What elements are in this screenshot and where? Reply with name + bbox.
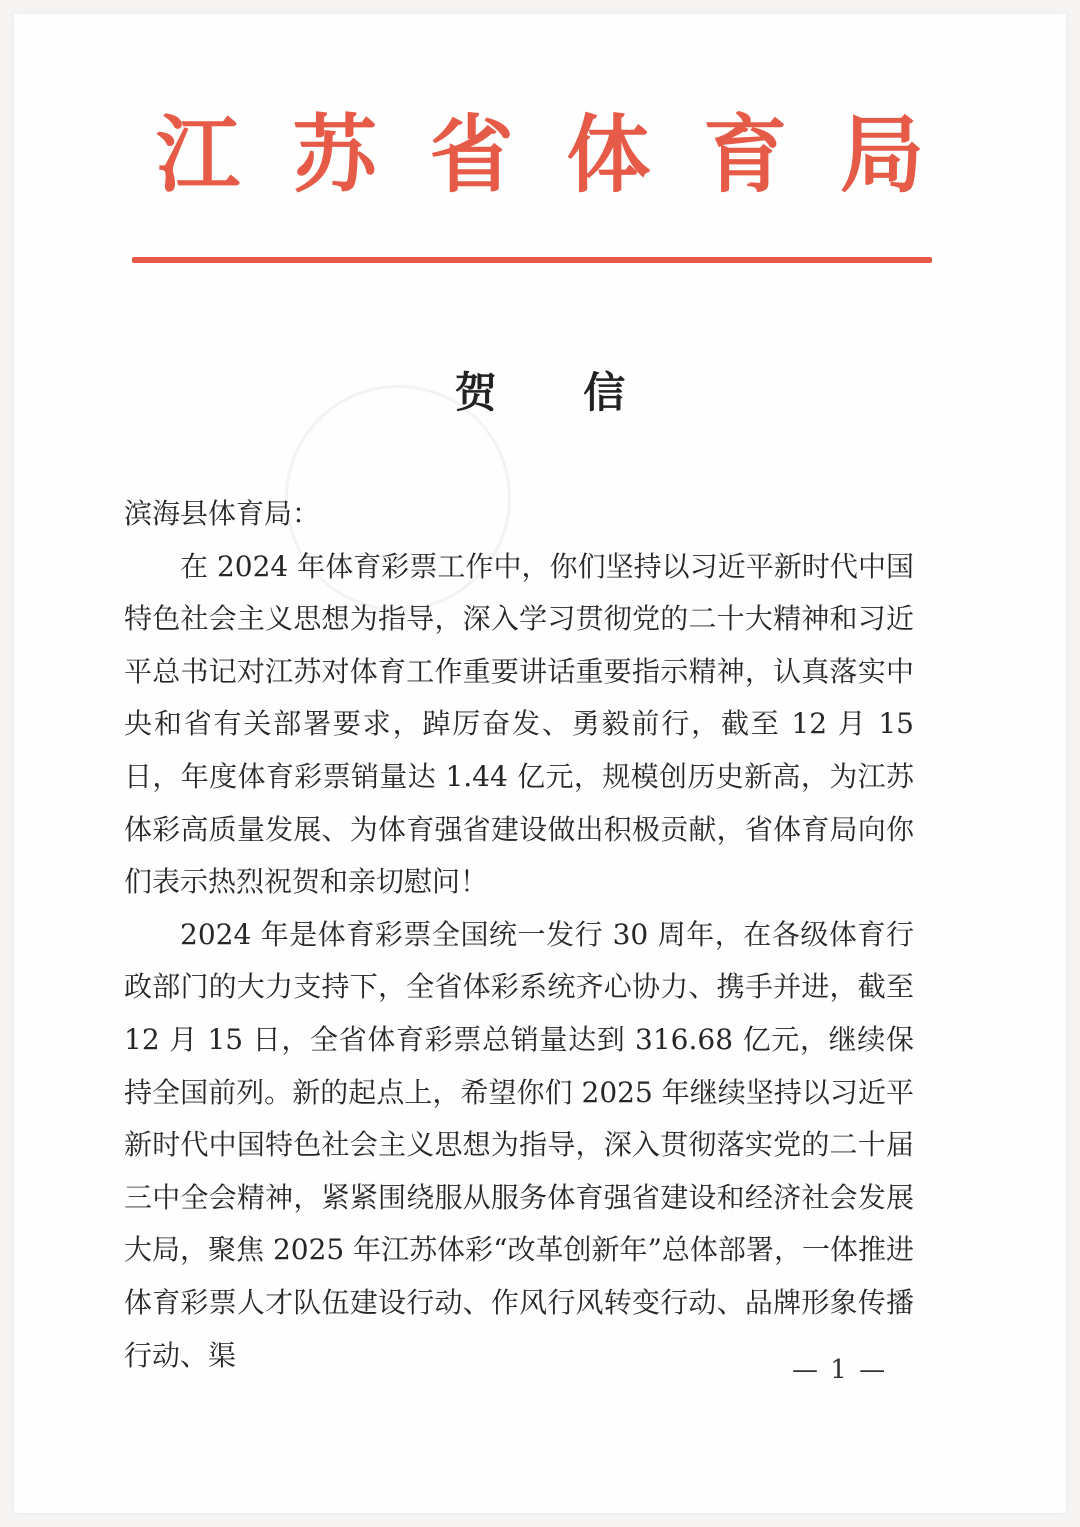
- letterhead-char: 体: [566, 105, 651, 204]
- letterhead-divider: [132, 257, 932, 263]
- letterhead-char: 江: [155, 105, 240, 204]
- letterhead-title: [150, 105, 930, 205]
- letterhead-char: 局: [839, 105, 924, 204]
- salutation: 滨海县体育局：: [124, 497, 321, 530]
- letterhead-char: 苏: [292, 105, 377, 204]
- letterhead-char: 省: [429, 105, 514, 204]
- document-body: [124, 488, 914, 1382]
- document-title: 贺 信: [454, 368, 662, 417]
- body-paragraph: 在 2024 年体育彩票工作中，你们坚持以习近平新时代中国特色社会主义思想为指导，深入学习贯彻党的二十大精神和习近平总书记对江苏对体育工作重要讲话重要指示精神，认真落实中央和省有关部署要求，踔厉奋发、勇毅前行，截至 12 月 15 日，年度体育彩票销量达 1.44 亿元，规模创历史新高，为江苏体彩高质量发展、为体育强省建设做出积极贡献，省体育局向你们表示热烈祝贺和亲切慰问！: [124, 549, 914, 899]
- letterhead-char: 育: [703, 105, 788, 204]
- page-number: — 1 —: [792, 1355, 888, 1385]
- body-paragraph: 2024 年是体育彩票全国统一发行 30 周年，在各级体育行政部门的大力支持下，全省体彩系统齐心协力、携手并进，截至 12 月 15 日，全省体育彩票总销量达到 316.68 亿元，继续保持全国前列。新的起点上，希望你们 2025 年继续坚持以习近平新时代中国特色社会主义思想为指导，深入贯彻落实党的二十届三中全会精神，紧紧围绕服从服务体育强省建设和经济社会发展大局，聚焦 2025 年江苏体彩“改革创新年”总体部署，一体推进体育彩票人才队伍建设行动、作风行风转变行动、品牌形象传播行动、渠: [124, 917, 914, 1372]
